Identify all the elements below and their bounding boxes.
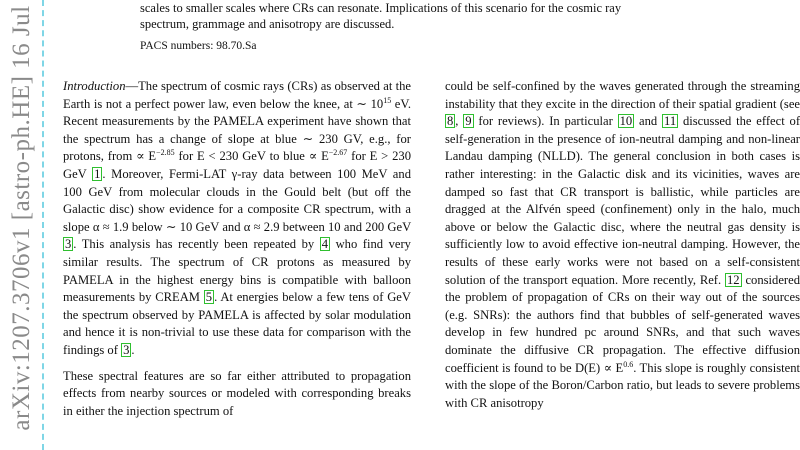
intro-paragraph: Introduction—The spectrum of cosmic rays (CRs) as observed at the Earth is not a perfect power law, even below the knee, at ∼ $10^{15}$ eV. Recent measurements by the PAMELA experiment have shown that the spectrum has a change of slope at blue ∼ 230 GV, e.g., for protons, from ∝ $E^{-2.85}$ for E < 230 GeV to blue ∝ $E^{-2.67}$ for E > 230 GeV 1 . Moreover, Fermi-LAT γ-ray data between 100 MeV and 100 GeV from molecular clouds in the Gould belt (but off the Galactic disc) show evidence for a composite CR spectrum, with a slope α ≈ 1.9 below ∼ 10 GeV and α ≈ 2.9 between 10 and 200 GeV 3 . This analysis has recently been repeated by 4 who find very similar results. The spectrum of CR protons as measured by PAMELA in the highest energy bins is compatible with balloon measurements by CREAM 5 . At energies below a few tens of GeV the spectrum observed by PAMELA is affected by solar modulation and hence it is non-trivial to use these data for comparison with the findings of 3 . [63, 79, 412, 357]
citation-link[interactable]: 10 [619, 114, 633, 129]
right-column [445, 78, 800, 412]
citation-link[interactable]: 9 [465, 114, 472, 129]
citation-link[interactable]: 11 [664, 114, 677, 129]
citation-link[interactable]: 3 [123, 342, 130, 357]
citation-link[interactable]: 1 [94, 166, 101, 181]
pacs-numbers: PACS numbers: 98.70.Sa [140, 40, 257, 52]
abstract-text [140, 0, 750, 32]
arxiv-sidebar [0, 0, 44, 450]
body-paragraph: These spectral features are so far either attributed to propagation effects from nearby sources or modeled with corresponding breaks in either the injection spectrum of [63, 368, 411, 418]
citation-link[interactable]: 3 [65, 237, 72, 252]
citation-link[interactable]: 5 [205, 290, 213, 305]
citation-link[interactable]: 4 [321, 237, 329, 252]
citation-link[interactable]: 12 [727, 272, 740, 287]
citation-link[interactable]: 8 [447, 114, 454, 129]
intro-label: Introduction [63, 79, 126, 93]
left-column [63, 78, 411, 420]
abstract-line: scales to smaller scales where CRs can resonate. Implications of this scenario for the cosmic ray [140, 1, 622, 15]
abstract-line: spectrum, grammage and anisotropy are discussed. [140, 17, 395, 31]
body-paragraph: could be self-confined by the waves generated through the streaming instability that they excite in the direction of their spatial gradient (see 8 , 9 for reviews). In particular 10 and 11 discussed the effect of self-generation in the presence of ion-neutral damping and non-linear Landau damping (NLLD). The general conclusion in both cases is rather interesting: in the Galactic disk and its vicinities, waves are damped so fast that CR transport is ballistic, while particles are dragged at the Alfvén speed (confinement) only in the halo, much above or below the Galactic disc, where the neutral gas density is sufficiently low to avoid effective ion-neutral damping. However, the results of these early works were not based on a self-consistent solution of the transport equation. More recently, Ref. 12 considered the problem of propagation of CRs on their way out of the sources (e.g. SNRs): the authors find that bubbles of self-generated waves develop in few hundred pc around SNRs, and that such waves dominate the diffusive CR propagation. The effective diffusion coefficient is found to be $D(E) \propto E^{0.6}$. This slope is roughly consistent with the slope of the Boron/Carbon ratio, but leads to severe problems with CR anisotropy [445, 79, 800, 410]
arxiv-identifier: arXiv:1207.3706v1 [astro-ph.HE] 16 Jul [8, 5, 35, 431]
